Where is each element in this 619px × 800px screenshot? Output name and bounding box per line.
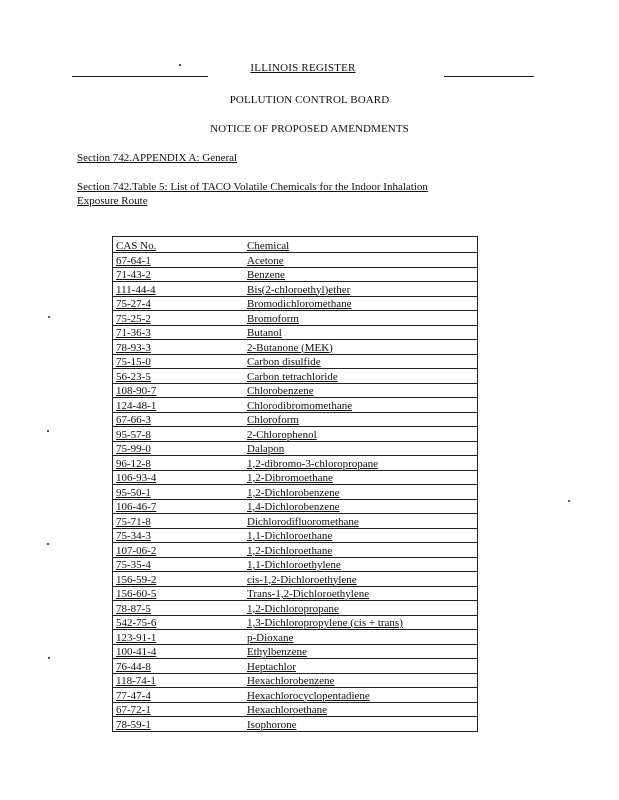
- chemical-cell: Benzene: [244, 267, 478, 282]
- table-body: [113, 253, 478, 732]
- scan-speck: [568, 500, 570, 502]
- table-row: [113, 427, 478, 442]
- chemical-cell: Butanol: [244, 325, 478, 340]
- table-row: [113, 267, 478, 282]
- section-general-link[interactable]: Section 742.APPENDIX A: General: [77, 152, 238, 164]
- cas-column-header: CAS No.: [113, 237, 245, 253]
- chemical-cell: Dalapon: [244, 441, 478, 456]
- cas-cell: 123-91-1: [113, 630, 245, 645]
- scan-speck: [47, 430, 49, 432]
- cas-cell: 71-43-2: [113, 267, 245, 282]
- cas-cell: 67-64-1: [113, 253, 245, 268]
- cas-cell: 542-75-6: [113, 615, 245, 630]
- table-row: [113, 398, 478, 413]
- table-row: [113, 659, 478, 674]
- table-row: [113, 311, 478, 326]
- chemical-cell: Hexachlorocyclopentadiene: [244, 688, 478, 703]
- cas-cell: 75-27-4: [113, 296, 245, 311]
- chemical-cell: 2-Chlorophenol: [244, 427, 478, 442]
- table-row: [113, 412, 478, 427]
- table-row: [113, 441, 478, 456]
- cas-cell: 124-48-1: [113, 398, 245, 413]
- cas-cell: 95-57-8: [113, 427, 245, 442]
- cas-cell: 75-99-0: [113, 441, 245, 456]
- table-row: [113, 673, 478, 688]
- section-table-link[interactable]: Section 742.Table 5: List of TACO Volatile Chemicals for the Indoor Inhalation Exposure Route: [77, 181, 428, 207]
- table-row: [113, 340, 478, 355]
- chemical-cell: Bromoform: [244, 311, 478, 326]
- chemical-cell: 1,2-Dichloropropane: [244, 601, 478, 616]
- table-row: [113, 572, 478, 587]
- chemical-cell: Chloroform: [244, 412, 478, 427]
- chemical-cell: Chlorobenzene: [244, 383, 478, 398]
- chemical-cell: 1,2-Dichloroethane: [244, 543, 478, 558]
- chemical-cell: cis-1,2-Dichloroethylene: [244, 572, 478, 587]
- cas-cell: 78-87-5: [113, 601, 245, 616]
- chemical-cell: Heptachlor: [244, 659, 478, 674]
- chemical-cell: p-Dioxane: [244, 630, 478, 645]
- cas-cell: 77-47-4: [113, 688, 245, 703]
- cas-cell: 107-06-2: [113, 543, 245, 558]
- cas-cell: 111-44-4: [113, 282, 245, 297]
- table-row: [113, 296, 478, 311]
- cas-cell: 75-34-3: [113, 528, 245, 543]
- cas-cell: 100-41-4: [113, 644, 245, 659]
- chemical-cell: 1,1-Dichloroethylene: [244, 557, 478, 572]
- cas-cell: 78-93-3: [113, 340, 245, 355]
- table-row: [113, 485, 478, 500]
- table-row: [113, 717, 478, 732]
- chemical-cell: Acetone: [244, 253, 478, 268]
- chemical-cell: Chlorodibromomethane: [244, 398, 478, 413]
- table-row: [113, 354, 478, 369]
- chemical-cell: Ethylbenzene: [244, 644, 478, 659]
- table-row: [113, 499, 478, 514]
- scan-speck: [48, 657, 50, 659]
- notice-title: NOTICE OF PROPOSED AMENDMENTS: [210, 123, 409, 135]
- chemical-cell: Carbon disulfide: [244, 354, 478, 369]
- table-row: [113, 615, 478, 630]
- table-row: [113, 528, 478, 543]
- cas-cell: 156-60-5: [113, 586, 245, 601]
- header-rule-left: [72, 76, 208, 77]
- table-row: [113, 630, 478, 645]
- cas-cell: 95-50-1: [113, 485, 245, 500]
- table-row: [113, 282, 478, 297]
- table-row: [113, 456, 478, 471]
- chemical-cell: Bis(2-chloroethyl)ether: [244, 282, 478, 297]
- table-row: [113, 369, 478, 384]
- chemical-cell: Hexachlorobenzene: [244, 673, 478, 688]
- chemical-cell: 1,2-dibromo-3-chloropropane: [244, 456, 478, 471]
- table-row: [113, 253, 478, 268]
- chemical-cell: 1,2-Dichlorobenzene: [244, 485, 478, 500]
- chemical-column-header: Chemical: [244, 237, 478, 253]
- chemical-cell: 2-Butanone (MEK): [244, 340, 478, 355]
- chemical-cell: Isophorone: [244, 717, 478, 732]
- table-row: [113, 543, 478, 558]
- cas-cell: 75-71-8: [113, 514, 245, 529]
- chemical-cell: 1,4-Dichlorobenzene: [244, 499, 478, 514]
- chemical-cell: Hexachloroethane: [244, 702, 478, 717]
- cas-cell: 75-25-2: [113, 311, 245, 326]
- chemical-cell: Trans-1,2-Dichloroethylene: [244, 586, 478, 601]
- volatile-chemicals-table: [112, 236, 478, 732]
- scan-speck: [179, 64, 181, 66]
- cas-cell: 106-46-7: [113, 499, 245, 514]
- table-row: [113, 644, 478, 659]
- chemical-cell: 1,3-Dichloropropylene (cis + trans): [244, 615, 478, 630]
- table-row: [113, 557, 478, 572]
- cas-cell: 71-36-3: [113, 325, 245, 340]
- table-row: [113, 470, 478, 485]
- cas-cell: 76-44-8: [113, 659, 245, 674]
- chemical-cell: 1,2-Dibromoethane: [244, 470, 478, 485]
- table-row: [113, 586, 478, 601]
- table-row: [113, 688, 478, 703]
- cas-cell: 96-12-8: [113, 456, 245, 471]
- cas-cell: 78-59-1: [113, 717, 245, 732]
- register-header: [72, 62, 534, 80]
- cas-cell: 108-90-7: [113, 383, 245, 398]
- scan-speck: [48, 316, 50, 318]
- board-title: POLLUTION CONTROL BOARD: [229, 94, 390, 106]
- cas-cell: 56-23-5: [113, 369, 245, 384]
- header-rule-right: [444, 76, 534, 77]
- chemical-cell: 1,1-Dichloroethane: [244, 528, 478, 543]
- table-row: [113, 514, 478, 529]
- chemical-cell: Bromodichloromethane: [244, 296, 478, 311]
- scan-speck: [47, 543, 49, 545]
- register-title: ILLINOIS REGISTER: [250, 62, 356, 74]
- chemical-cell: Dichlorodifluoromethane: [244, 514, 478, 529]
- cas-cell: 67-66-3: [113, 412, 245, 427]
- table-row: [113, 383, 478, 398]
- cas-cell: 75-15-0: [113, 354, 245, 369]
- cas-cell: 156-59-2: [113, 572, 245, 587]
- chemical-cell: Carbon tetrachloride: [244, 369, 478, 384]
- cas-cell: 67-72-1: [113, 702, 245, 717]
- table-row: [113, 702, 478, 717]
- cas-cell: 75-35-4: [113, 557, 245, 572]
- table-row: [113, 601, 478, 616]
- cas-cell: 118-74-1: [113, 673, 245, 688]
- table-header-row: [113, 237, 478, 253]
- cas-cell: 106-93-4: [113, 470, 245, 485]
- table-row: [113, 325, 478, 340]
